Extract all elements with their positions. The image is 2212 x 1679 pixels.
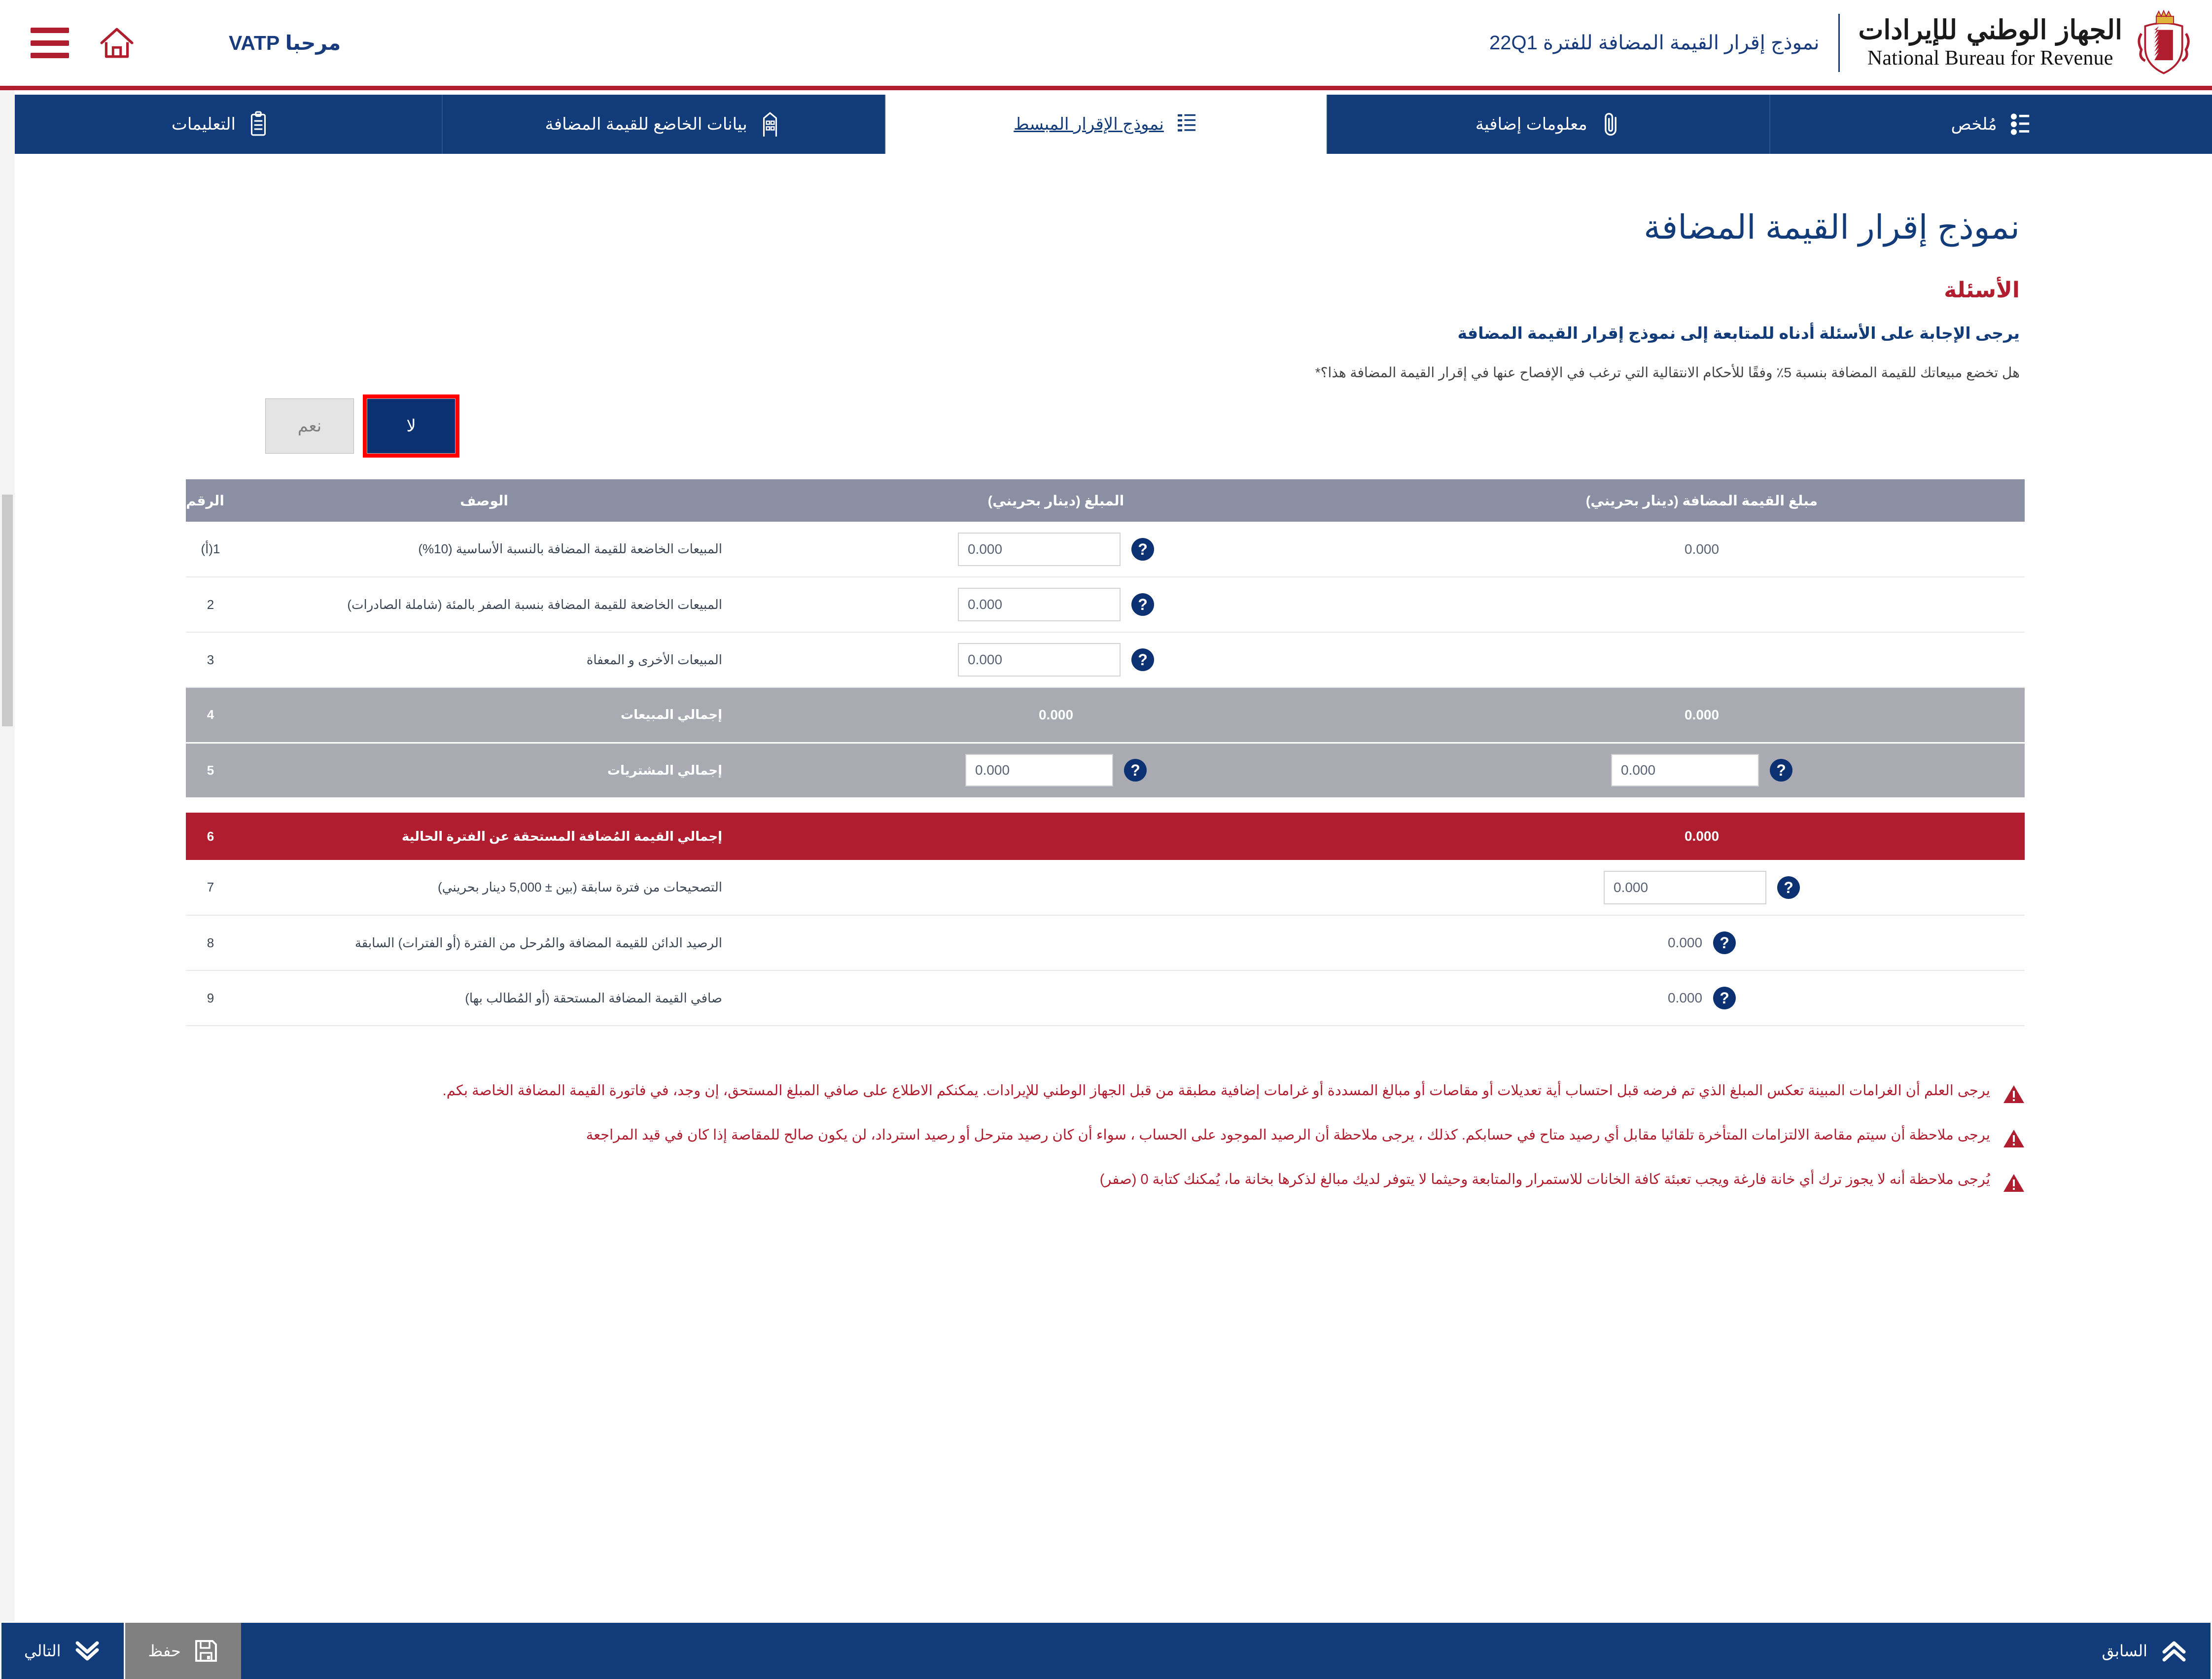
page-reference-label: نموذج إقرار القيمة المضافة للفترة 22Q1 [1489, 32, 1820, 54]
row-6-description: التصحيحات من فترة سابقة (بين ± 5,000 دينار بحريني) [235, 860, 733, 915]
table-row [186, 860, 2025, 915]
tab-summary[interactable] [1769, 95, 2212, 154]
paperclip-icon [1598, 111, 1622, 138]
page-scrollbar-thumb[interactable] [2, 495, 13, 726]
table-row [186, 632, 2025, 687]
help-icon[interactable]: ? [1131, 593, 1154, 616]
row-4-vat [1379, 743, 2025, 798]
page-scrollbar-track[interactable] [0, 90, 15, 1621]
table-row [186, 915, 2025, 970]
row-6-vat-input[interactable] [1604, 871, 1766, 904]
table-header-row [186, 479, 2025, 522]
row-3-vat-value: 0.000 [1684, 707, 1720, 722]
warning-triangle-icon [2003, 1084, 2025, 1104]
chevron-double-down-icon [73, 1640, 101, 1662]
warning-notes-group [187, 1080, 2025, 1193]
answer-yes-button[interactable]: نعم [265, 398, 354, 454]
tab-label: التعليمات [171, 115, 236, 134]
header-brand-group [1489, 0, 2212, 86]
help-icon[interactable]: ? [1131, 538, 1154, 561]
previous-button-label: السابق [2102, 1642, 2147, 1660]
tab-additional-info[interactable] [1327, 95, 1769, 154]
next-button[interactable] [0, 1623, 124, 1679]
row-0-description: المبيعات الخاضعة للقيمة المضافة بالنسبة الأساسية (10%) [235, 522, 733, 577]
answer-no-button[interactable]: لا [367, 398, 456, 454]
hamburger-menu-icon[interactable] [31, 28, 69, 58]
tab-label: نموذج الإقرار المبسط [1014, 115, 1164, 134]
brand-name-arabic: الجهاز الوطني للإيرادات [1858, 13, 2122, 45]
brand-name-english: National Bureau for Revenue [1867, 47, 2113, 70]
row-7-description: الرصيد الدائن للقيمة المضافة والمُرحل من الفترة (أو الفترات) السابقة [235, 915, 733, 970]
warning-note [187, 1169, 2025, 1193]
warning-note-text: يُرجى ملاحظة أنه لا يجوز ترك أي خانة فارغة ويجب تعبئة كافة الخانات للاستمرار والمتابعة وحيثما لا يتوفر لديك مبالغ لذكرها بخانة ما، يُمكنك كتابة 0 (صفر) [1099, 1172, 1990, 1187]
row-3-amount [733, 687, 1379, 743]
table-row-spacer [186, 798, 2025, 813]
questions-section-title: الأسئلة [1944, 278, 2020, 302]
warning-triangle-icon [2003, 1129, 2025, 1148]
warning-note-text: يرجى العلم أن الغرامات المبينة تعكس المبلغ الذي تم فرضه قبل احتساب أية تعديلات أو مقاصات أو مبالغ المسددة أو غرامات إضافية مطبقة من قبل الجهاز الوطني للإيرادات. يمكنكم الاطلاع على صافي المبلغ المستحق، إن وجد، في فاتورة القيمة المضافة الخاصة بكم. [442, 1083, 1990, 1099]
floppy-disk-icon [194, 1639, 218, 1663]
row-0-vat-value: 0.000 [1684, 541, 1720, 557]
table-row [186, 970, 2025, 1026]
previous-button[interactable] [2079, 1623, 2212, 1679]
row-5-vat-value: 0.000 [1684, 828, 1720, 844]
summary-list-icon [2008, 111, 2032, 138]
building-icon [758, 111, 782, 138]
welcome-label: مرحبا VATP [229, 32, 341, 54]
row-1-amount-input[interactable] [958, 588, 1121, 621]
row-7-number: 8 [186, 915, 235, 970]
row-5-number: 6 [186, 813, 235, 860]
table-row [186, 743, 2025, 798]
row-1-description: المبيعات الخاضعة للقيمة المضافة بنسبة الصفر بالمئة (شاملة الصادرات) [235, 577, 733, 632]
help-icon[interactable]: ? [1777, 876, 1800, 899]
row-4-number: 5 [186, 743, 235, 798]
tab-vat-payer-details[interactable] [442, 95, 884, 154]
header-divider [1838, 14, 1840, 72]
row-6-amount [733, 860, 1379, 915]
clipboard-icon [246, 111, 270, 138]
row-1-number: 2 [186, 577, 235, 632]
row-8-description: صافي القيمة المضافة المستحقة (أو المُطالب بها) [235, 970, 733, 1026]
form-lines-icon [1175, 111, 1198, 138]
home-icon[interactable] [99, 25, 135, 61]
question-text: هل تخضع مبيعاتك للقيمة المضافة بنسبة 5٪ وفقًا للأحكام الانتقالية التي ترغب في الإفصاح عنها في إقرار القيمة المضافة هذا؟* [1315, 365, 2020, 380]
warning-note-text: يرجى ملاحظة أن سيتم مقاصة الالتزامات المتأخرة تلقائيا مقابل أي رصيد متاح في حسابكم. كذلك ، يرجى ملاحظة أن الرصيد الموجود على الحساب ، سواء أن كان رصيد مترحل أو رصيد استرداد، لن يكون صالح للمقاصة إذا كان في قيد المراجعة [586, 1127, 1990, 1143]
row-3-description: إجمالي المبيعات [235, 687, 733, 743]
help-icon[interactable]: ? [1131, 648, 1154, 671]
vat-return-table [186, 479, 2025, 1026]
help-icon[interactable]: ? [1124, 759, 1147, 782]
brand-wordmark [1858, 13, 2122, 71]
column-header-description: الوصف [235, 479, 733, 522]
tab-label: معلومات إضافية [1475, 115, 1587, 134]
row-8-vat [1379, 970, 2025, 1026]
row-2-amount-input[interactable] [958, 643, 1121, 677]
row-4-amount-input[interactable] [965, 754, 1113, 786]
row-4-description: إجمالي المشتريات [235, 743, 733, 798]
main-content-area [0, 154, 2212, 1621]
tab-label: بيانات الخاضع للقيمة المضافة [545, 115, 747, 134]
row-8-vat-value: 0.000 [1667, 990, 1703, 1005]
table-row [186, 687, 2025, 743]
row-3-vat [1379, 687, 2025, 743]
tab-simplified-return-form[interactable] [884, 95, 1327, 154]
save-button-label: حفظ [148, 1642, 181, 1660]
tab-instructions[interactable] [0, 95, 442, 154]
row-3-number: 4 [186, 687, 235, 743]
chevron-double-up-icon [2160, 1640, 2188, 1662]
table-row [186, 813, 2025, 860]
row-2-vat [1379, 632, 2025, 687]
row-0-number: 1(أ) [186, 522, 235, 577]
row-0-vat [1379, 522, 2025, 577]
row-1-amount [733, 577, 1379, 632]
help-icon[interactable]: ? [1770, 759, 1792, 782]
bahrain-crest-icon [2132, 9, 2195, 77]
bottom-left-group [0, 1623, 241, 1679]
help-icon[interactable]: ? [1713, 987, 1736, 1009]
row-4-amount [733, 743, 1379, 798]
questions-lead-text: يرجى الإجابة على الأسئلة أدناه للمتابعة إلى نموذج إقرار القيمة المضافة [1457, 324, 2020, 342]
header-user-group [0, 0, 341, 86]
warning-note [187, 1080, 2025, 1104]
main-tab-strip [0, 95, 2212, 154]
table-row [186, 522, 2025, 577]
row-5-amount [733, 813, 1379, 860]
help-icon[interactable]: ? [1713, 931, 1736, 954]
warning-triangle-icon [2003, 1173, 2025, 1193]
row-8-amount [733, 970, 1379, 1026]
warning-note [187, 1125, 2025, 1148]
row-2-description: المبيعات الأخرى و المعفاة [235, 632, 733, 687]
row-4-vat-input[interactable] [1611, 754, 1759, 786]
column-header-vat-amount: مبلغ القيمة المضافة (دينار بحريني) [1379, 479, 2025, 522]
save-button[interactable] [124, 1623, 241, 1679]
row-0-amount [733, 522, 1379, 577]
table-row [186, 577, 2025, 632]
row-7-vat-value: 0.000 [1667, 935, 1703, 950]
row-7-amount [733, 915, 1379, 970]
row-0-amount-input[interactable] [958, 533, 1121, 566]
table-body [186, 522, 2025, 1026]
next-button-label: التالي [24, 1642, 61, 1660]
bottom-action-bar [0, 1621, 2212, 1679]
row-8-number: 9 [186, 970, 235, 1026]
column-header-amount: المبلغ (دينار بحريني) [733, 479, 1379, 522]
row-2-amount [733, 632, 1379, 687]
bottom-right-group [2079, 1623, 2212, 1679]
row-6-number: 7 [186, 860, 235, 915]
page-title: نموذج إقرار القيمة المضافة [1644, 209, 2020, 246]
row-6-vat [1379, 860, 2025, 915]
row-2-number: 3 [186, 632, 235, 687]
yes-no-toggle-group [0, 398, 2212, 454]
row-1-vat [1379, 577, 2025, 632]
row-3-amount-value: 0.000 [1038, 707, 1074, 722]
row-5-vat [1379, 813, 2025, 860]
top-header-bar [0, 0, 2212, 90]
tab-label: مُلخص [1951, 115, 1997, 134]
row-7-vat [1379, 915, 2025, 970]
row-5-description: إجمالي القيمة المُضافة المستحقة عن الفترة الحالية [235, 813, 733, 860]
column-header-number: الرقم [186, 479, 235, 522]
